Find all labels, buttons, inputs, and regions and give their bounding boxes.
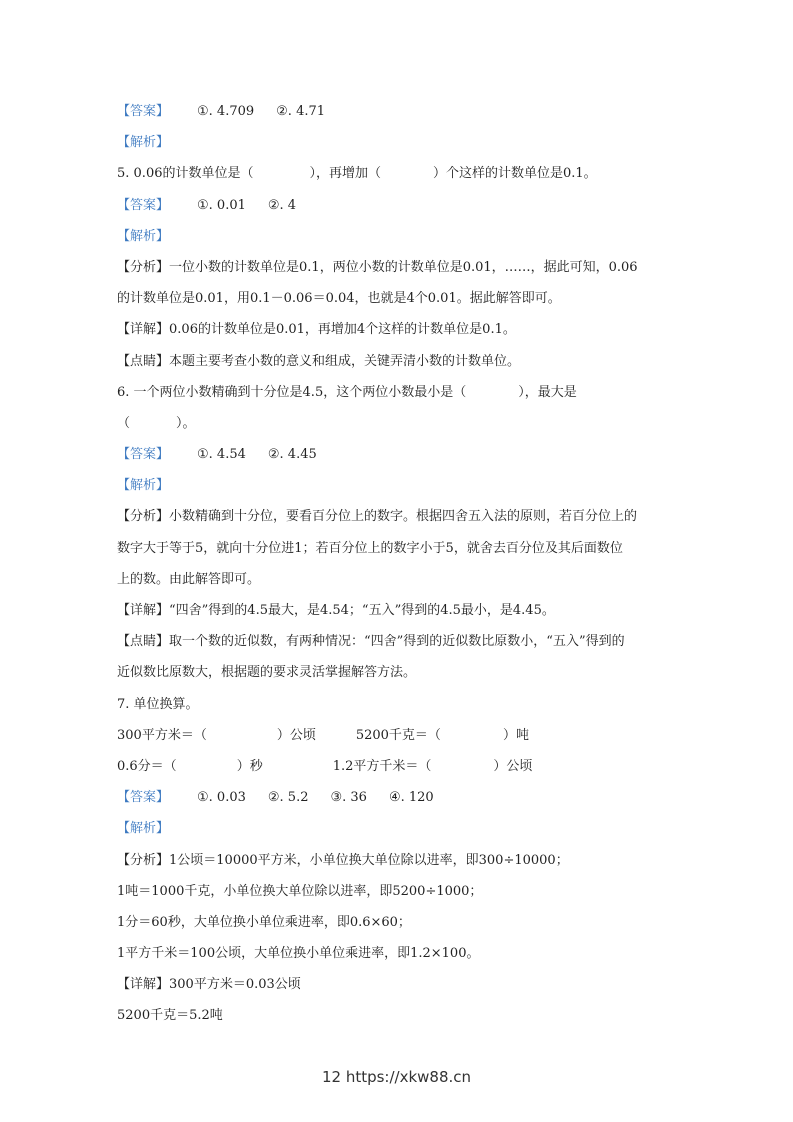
stem-text: 5. 0.06的计数单位是（	[117, 166, 254, 182]
q5-dianjing	[117, 346, 677, 377]
stem-text: ）秒	[236, 758, 263, 774]
q7-fenxi-cont	[117, 907, 677, 938]
dianjing-label: 【点睛】	[117, 634, 170, 650]
q6-fenxi	[117, 501, 677, 532]
detail-text: 0.06的计数单位是0.01，再增加4个这样的计数单位是0.1。	[169, 322, 516, 338]
answer-1: ①. 0.01	[197, 197, 246, 213]
q7-fenxi-cont	[117, 876, 677, 907]
q7-answer	[117, 782, 677, 813]
answer-label: 【答案】	[117, 104, 170, 119]
stem-text: 7. 单位换算。	[117, 696, 199, 712]
stem-text: （	[117, 415, 131, 431]
answer-label: 【答案】	[117, 790, 170, 806]
document-page	[117, 96, 677, 1032]
detail-label: 【详解】	[117, 322, 170, 338]
answer-4: ④. 120	[388, 790, 434, 806]
answer-2: ②. 5.2	[267, 790, 309, 806]
q6-fenxi-cont	[117, 533, 677, 564]
q6-fenxi-cont	[117, 564, 677, 595]
answer-2: ②. 4.71	[276, 104, 326, 119]
dianjing-text: 本题主要考查小数的意义和组成，关键弄清小数的计数单位。	[169, 353, 521, 369]
q6-stem	[117, 377, 677, 408]
answer-3: ③. 36	[330, 790, 367, 806]
detail-text: 300平方米＝0.03公顷	[169, 977, 301, 993]
fenxi-text: 上的数。由此解答即可。	[117, 571, 261, 587]
q4-analysis	[117, 127, 677, 158]
q7-fenxi	[117, 845, 677, 876]
dianjing-label: 【点睛】	[117, 353, 170, 369]
q5-stem	[117, 158, 677, 189]
stem-text: 300平方米＝（	[117, 727, 207, 743]
page-footer: 12 https://xkw88.cn	[321, 1068, 472, 1086]
fenxi-text: 1分＝60秒，大单位换小单位乘进率，即0.6×60；	[117, 914, 411, 930]
analysis-label: 【解析】	[117, 478, 170, 494]
q7-row2	[117, 751, 677, 782]
dianjing-text: 近似数比原数大，根据题的要求灵活掌握解答方法。	[117, 665, 417, 681]
detail-text: “四舍”得到的4.5最大，是4.54；“五入”得到的4.5最小，是4.45。	[169, 603, 555, 618]
q6-analysis	[117, 470, 677, 501]
analysis-label: 【解析】	[117, 135, 170, 151]
q7-row1	[117, 720, 677, 751]
q5-fenxi-cont	[117, 283, 677, 314]
answer-label: 【答案】	[117, 197, 170, 213]
stem-text: ）个这样的计数单位是0.1。	[433, 166, 597, 182]
fenxi-text: 1平方千米＝100公顷，大单位换小单位乘进率，即1.2×100。	[117, 946, 480, 962]
stem-text: 5200千克＝（	[355, 727, 441, 743]
fenxi-label: 【分析】	[117, 259, 170, 275]
q6-detail	[117, 595, 677, 626]
q5-answer	[117, 190, 677, 221]
fenxi-label: 【分析】	[117, 852, 170, 868]
stem-text: ）。	[176, 415, 196, 431]
fenxi-text: 数字大于等于5，就向十分位进1；若百分位上的数字小于5，就舍去百分位及其后面数位	[117, 540, 623, 556]
answer-1: ①. 4.709	[197, 104, 255, 119]
q7-fenxi-cont	[117, 938, 677, 969]
detail-text: 5200千克＝5.2吨	[117, 1008, 223, 1024]
q4-answer	[117, 96, 677, 127]
fenxi-text: 1吨＝1000千克，小单位换大单位除以进率，即5200÷1000；	[117, 883, 483, 899]
q6-dianjing-cont	[117, 657, 677, 688]
q7-detail-cont	[117, 1000, 677, 1031]
q7-detail	[117, 969, 677, 1000]
stem-text: ），最大是	[518, 384, 577, 400]
dianjing-text: 取一个数的近似数，有两种情况：“四舍”得到的近似数比原数小，“五入”得到的	[169, 634, 625, 650]
fenxi-text: 的计数单位是0.01，用0.1－0.06＝0.04，也就是4个0.01。据此解答即可。	[117, 291, 561, 307]
q6-stem-cont	[117, 408, 677, 439]
answer-1: ①. 4.54	[197, 447, 246, 463]
q5-analysis	[117, 221, 677, 252]
q5-detail	[117, 314, 677, 345]
q6-dianjing	[117, 626, 677, 657]
stem-text: 1.2平方千米＝（	[332, 758, 432, 774]
answer-1: ①. 0.03	[197, 790, 246, 806]
detail-label: 【详解】	[117, 977, 170, 993]
detail-label: 【详解】	[117, 603, 170, 618]
stem-text: ），再增加（	[309, 166, 381, 182]
analysis-label: 【解析】	[117, 821, 170, 837]
stem-text: 0.6分＝（	[117, 758, 177, 774]
analysis-label: 【解析】	[117, 228, 170, 244]
answer-label: 【答案】	[117, 447, 170, 463]
q7-stem	[117, 689, 677, 720]
stem-text: ）公顷	[276, 727, 316, 743]
fenxi-label: 【分析】	[117, 509, 170, 525]
answer-2: ②. 4.45	[267, 447, 317, 463]
q5-fenxi	[117, 252, 677, 283]
fenxi-text: 一位小数的计数单位是0.1，两位小数的计数单位是0.01，……，据此可知，0.06	[169, 259, 638, 275]
stem-text: ）公顷	[493, 758, 533, 774]
fenxi-text: 小数精确到十分位，要看百分位上的数字。根据四舍五入法的原则，若百分位上的	[169, 509, 638, 525]
fenxi-text: 1公顷＝10000平方米，小单位换大单位除以进率，即300÷10000；	[169, 852, 569, 868]
q7-analysis	[117, 813, 677, 844]
answer-2: ②. 4	[267, 197, 297, 213]
stem-text: ）吨	[502, 727, 529, 743]
q6-answer	[117, 439, 677, 470]
stem-text: 6. 一个两位小数精确到十分位是4.5，这个两位小数最小是（	[117, 384, 467, 400]
